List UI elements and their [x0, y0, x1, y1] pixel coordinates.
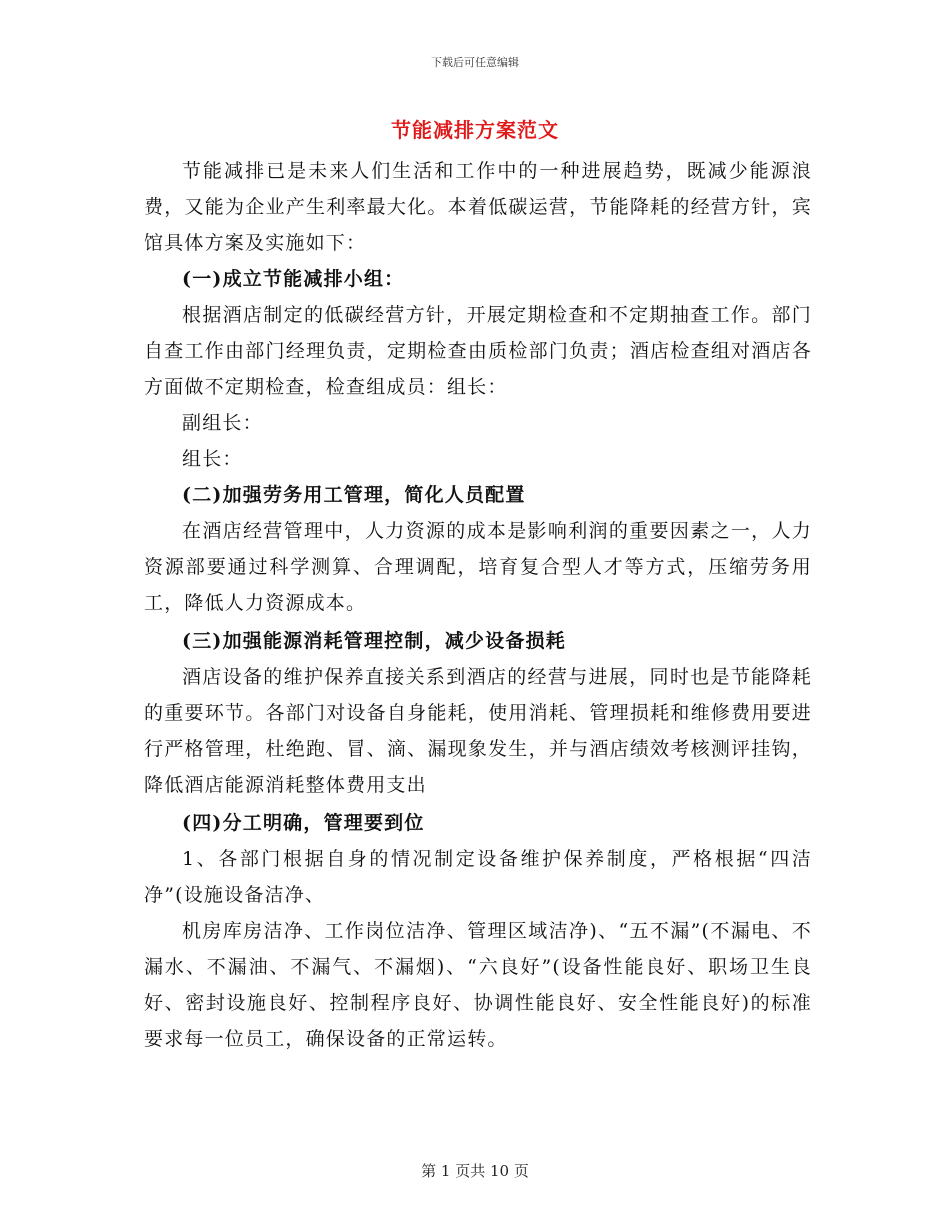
- intro-paragraph: 节能减排已是未来人们生活和工作中的一种进展趋势，既减少能源浪费，又能为企业产生利率最大化。本着低碳运营，节能降耗的经营方针，宾馆具体方案及实施如下：: [144, 160, 812, 254]
- section-4-item-1: 1、各部门根据自身的情况制定设备维护保养制度，严格根据“四洁净”(设施设备洁净、: [144, 848, 812, 906]
- section-1-leader: 组长：: [182, 448, 243, 470]
- section-heading-2: (二)加强劳务用工管理，简化人员配置: [182, 484, 526, 506]
- document-body: [144, 153, 812, 1057]
- section-heading-4: (四)分工明确，管理要到位: [182, 812, 425, 834]
- section-heading-3: (三)加强能源消耗管理控制，减少设备损耗: [182, 630, 566, 652]
- section-1-paragraph: 根据酒店制定的低碳经营方针，开展定期检查和不定期抽查工作。部门自查工作由部门经理负责，定期检查由质检部门负责；酒店检查组对酒店各方面做不定期检查，检查组成员：组长：: [144, 304, 812, 398]
- section-1-vice-leader: 副组长：: [182, 412, 263, 434]
- document-title: 节能减排方案范文: [391, 118, 559, 142]
- page-header: 下载后可任意编辑: [431, 56, 519, 69]
- section-heading-1: (一)成立节能减排小组：: [182, 268, 405, 290]
- section-2-paragraph: 在酒店经营管理中，人力资源的成本是影响利润的重要因素之一，人力资源部要通过科学测算、合理调配，培育复合型人才等方式，压缩劳务用工，降低人力资源成本。: [144, 520, 812, 614]
- page-footer: 第 1 页共 10 页: [421, 1162, 529, 1180]
- section-4-item-1-continued: 机房库房洁净、工作岗位洁净、管理区域洁净)、“五不漏”(不漏电、不漏水、不漏油、不漏气、不漏烟)、“六良好”(设备性能良好、职场卫生良好、密封设施良好、控制程序良好、协调性能良好、安全性能良好)的标准要求每一位员工，确保设备的正常运转。: [144, 920, 812, 1050]
- section-3-paragraph: 酒店设备的维护保养直接关系到酒店的经营与进展，同时也是节能降耗的重要环节。各部门对设备自身能耗，使用消耗、管理损耗和维修费用要进行严格管理，杜绝跑、冒、滴、漏现象发生，并与酒店绩效考核测评挂钩，降低酒店能源消耗整体费用支出: [144, 666, 812, 796]
